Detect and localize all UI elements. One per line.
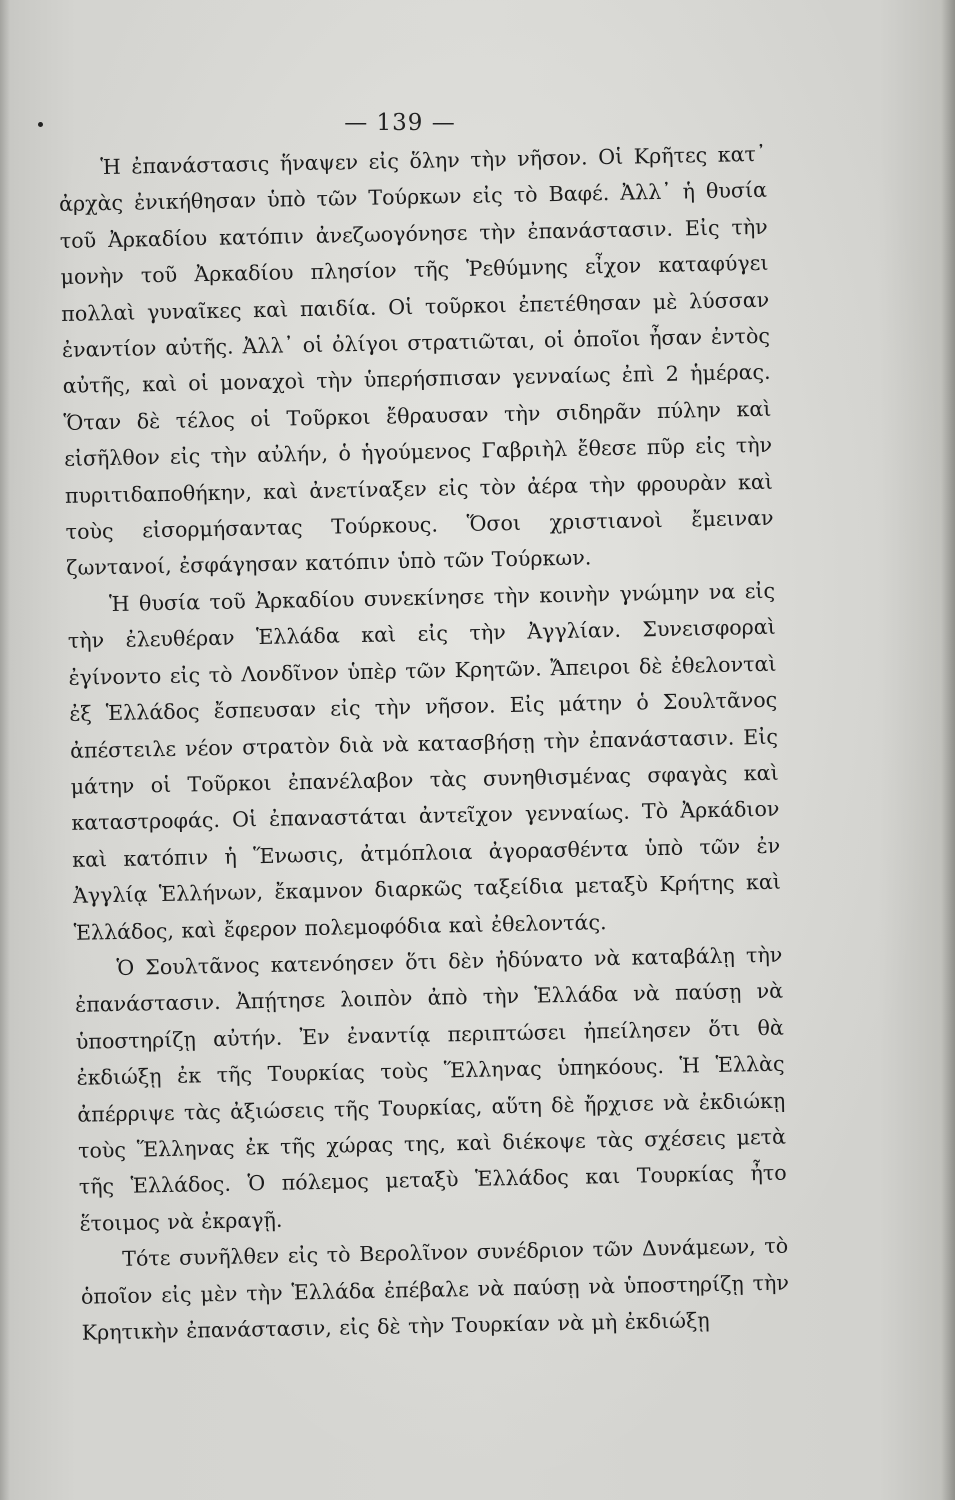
paragraph-2: Ἡ θυσία τοῦ Ἀρκαδίου συνεκίνησε τὴν κοινὴν γνώμην να εἰς τὴν ἐλευθέραν Ἑλλάδα καὶ εἰς τὴν Ἀγγλίαν. Συνεισφοραὶ ἐγίνοντο εἰς τὸ Λονδῖνον ὑπὲρ τῶν Κρητῶν. Ἄπειροι δὲ ἐθελονταὶ ἐξ Ἑλλάδος ἔσπευσαν εἰς τὴν νῆσον. Εἰς μάτην ὁ Σουλτᾶνος ἀπέστειλε νέον στρατὸν διὰ νὰ κατασβήσῃ τὴν ἐπανάστασιν. Εἰς μάτην οἱ Τοῦρκοι ἐπανέλαβον τὰς συνηθισμένας σφαγὰς καὶ καταστροφάς. Οἱ ἐπαναστάται ἀντεῖχον γενναίως. Τὸ Ἀρκάδιον καὶ κατόπιν ἡ Ἕνωσις, ἀτμόπλοια ἀγορασθέντα ὑπὸ τῶν ἐν Ἀγγλίᾳ Ἑλλήνων, ἔκαμνον διαρκῶς ταξείδια μεταξὺ Κρήτης καὶ Ἑλλάδος, καὶ ἔφερον πολεμοφόδια καὶ ἐθελοντάς. [67,578,782,945]
paragraph-3: Ὁ Σουλτᾶνος κατενόησεν ὅτι δὲν ἠδύνατο νὰ καταβάλῃ τὴν ἐπανάστασιν. Ἀπῄτησε λοιπὸν ἀπὸ τὴν Ἑλλάδα νὰ παύσῃ νὰ ὑποστηρίζῃ αὐτήν. Ἐν ἐναντίᾳ περιπτώσει ἠπείλησεν ὅτι θὰ ἐκδιώξῃ ἐκ τῆς Τουρκίας τοὺς Ἕλληνας ὑπηκόους. Ἡ Ἑλλὰς ἀπέρριψε τὰς ἀξιώσεις τῆς Τουρκίας, αὕτη δὲ ἤρχισε νὰ ἐκδιώκῃ τοὺς Ἕλληνας ἐκ τῆς χώρας της, καὶ διέκοψε τὰς σχέσεις μετὰ τῆς Ἑλλάδος. Ὁ πόλεμος μεταξὺ Ἑλλάδος και Τουρκίας ἦτο ἕτοιμος νὰ ἐκραγῇ. [74,942,787,1236]
paragraph-1: Ἡ ἐπανάστασις ἥναψεν εἰς ὅλην τὴν νῆσον. Οἱ Κρῆτες κατ᾽ ἀρχὰς ἐνικήθησαν ὑπὸ τῶν Τούρκων εἰς τὸ Βαφέ. Ἀλλ᾽ ἡ θυσία τοῦ Ἀρκαδίου κατόπιν ἀνεζωογόνησε τὴν ἐπανάστασιν. Εἰς τὴν μονὴν τοῦ Ἀρκαδίου πλησίον τῆς Ῥεθύμνης εἶχον καταφύγει πολλαὶ γυναῖκες καὶ παιδία. Οἱ τοῦρκοι ἐπετέθησαν μὲ λύσσαν ἐναντίον αὐτῆς. Ἀλλ᾽ οἱ ὀλίγοι στρατιῶται, οἱ ὁποῖοι ἦσαν ἐντὸς αὐτῆς, καὶ οἱ μοναχοὶ τὴν ὑπερήσπισαν γενναίως ἐπὶ 2 ἡμέρας. Ὅταν δὲ τέλος οἱ Τοῦρκοι ἔθραυσαν τὴν σιδηρᾶν πύλην καὶ εἰσῆλθον εἰς τὴν αὐλήν, ὁ ἡγούμενος Γαβριὴλ ἔθεσε πῦρ εἰς τὴν πυριτιδαποθήκην, καὶ ἀνετίναξεν εἰς τὸν ἀέρα τὴν φρουρὰν καὶ τοὺς εἰσορμήσαντας Τούρκους. Ὅσοι χριστιανοὶ ἔμειναν ζωντανοί, ἐσφάγησαν κατόπιν ὑπὸ τῶν Τούρκων. [58,141,774,581]
page-left-shadow [0,0,10,1500]
body-text [58,136,790,1351]
paragraph-4: Τότε συνῆλθεν εἰς τὸ Βερολῖνον συνέδριον τῶν Δυνάμεων, τὸ ὁποῖον εἰς μὲν τὴν Ἑλλάδα ἐπέβαλε νὰ παύσῃ νὰ ὑποστηρίζῃ τὴν Κρητικὴν ἐπανάστασιν, εἰς δὲ τὴν Τουρκίαν νὰ μὴ ἐκδιώξῃ [80,1233,790,1345]
page-number: — 139 — [344,110,456,136]
page-right-shadow [941,0,955,1500]
